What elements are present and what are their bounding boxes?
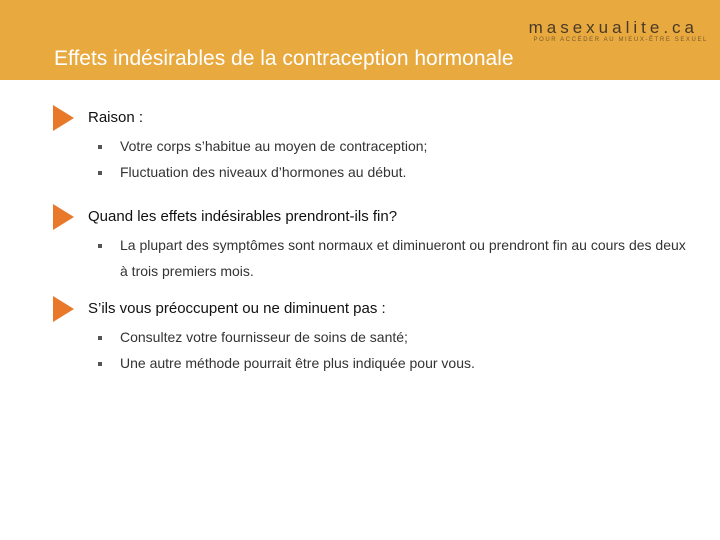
square-bullet-icon — [98, 336, 102, 340]
bullet-list — [96, 232, 696, 284]
arrow-bullet-icon — [53, 105, 74, 131]
page-title: Effets indésirables de la contraception hormonale — [54, 47, 514, 70]
arrow-bullet-icon — [53, 296, 74, 322]
bullet-list — [96, 133, 696, 185]
arrow-bullet-icon — [53, 204, 74, 230]
list-item: Votre corps s’habitue au moyen de contraception; — [96, 133, 696, 159]
list-item: Fluctuation des niveaux d’hormones au début. — [96, 159, 696, 185]
section-heading: Quand les effets indésirables prendront-ils fin? — [88, 208, 398, 225]
list-item: La plupart des symptômes sont normaux et diminueront ou prendront fin au cours des deux à trois premiers mois. — [96, 232, 696, 284]
bullet-list — [96, 324, 696, 376]
square-bullet-icon — [98, 244, 102, 248]
site-logo: masexualite.ca — [528, 18, 698, 37]
list-item: Une autre méthode pourrait être plus indiquée pour vous. — [96, 350, 696, 376]
section-heading: S’ils vous préoccupent ou ne diminuent pas : — [88, 300, 386, 317]
site-tagline: POUR ACCÉDER AU MIEUX-ÊTRE SEXUEL — [533, 37, 708, 43]
square-bullet-icon — [98, 145, 102, 149]
header-banner — [0, 0, 720, 80]
section-heading: Raison : — [88, 109, 144, 126]
square-bullet-icon — [98, 362, 102, 366]
list-item: Consultez votre fournisseur de soins de santé; — [96, 324, 696, 350]
square-bullet-icon — [98, 171, 102, 175]
